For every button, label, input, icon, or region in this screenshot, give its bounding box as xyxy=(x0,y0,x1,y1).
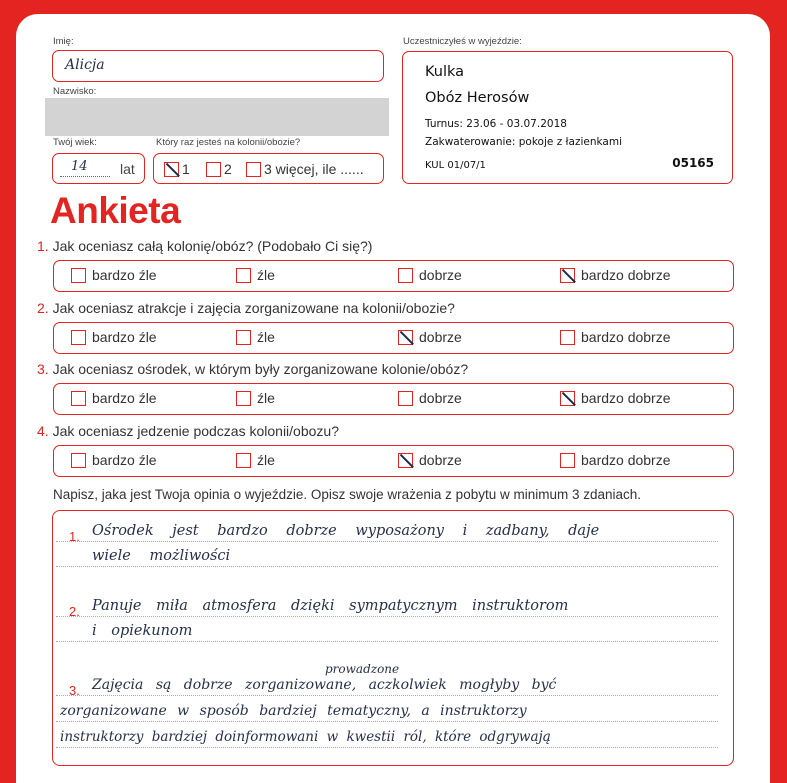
checkbox[interactable] xyxy=(236,268,251,283)
opinion-prompt: Napisz, jaka jest Twoja opinia o wyjeździe. Opisz swoje wrażenia z pobytu w minimum 3 zdaniach. xyxy=(53,487,642,502)
question-4-text: 4. Jak oceniasz jedzenie podczas kolonii/obozu? xyxy=(37,423,339,439)
checkbox[interactable] xyxy=(560,453,575,468)
name-label: Imię: xyxy=(53,36,74,47)
question-4-options xyxy=(53,445,734,477)
checkbox[interactable] xyxy=(560,268,575,283)
trip-camp: Obóz Herosów xyxy=(425,90,530,106)
name-field[interactable] xyxy=(52,50,384,82)
which-time-option-1[interactable]: 1 xyxy=(164,160,190,177)
trip-turnus: Turnus: 23.06 - 03.07.2018 xyxy=(425,118,567,130)
answer-3-number: 3. xyxy=(69,683,80,698)
question-1-option-4[interactable]: bardzo dobrze xyxy=(560,266,671,283)
question-1-options xyxy=(53,260,734,292)
checkbox[interactable] xyxy=(206,162,221,177)
question-3-option-2[interactable]: źle xyxy=(236,389,275,406)
which-time-option-3[interactable]: 3 więcej, ile ...... xyxy=(246,160,364,177)
question-2-option-1[interactable]: bardzo źle xyxy=(71,328,157,345)
checkbox[interactable] xyxy=(398,453,413,468)
answer-3-line-2: zorganizowane w sposób bardziej tematyczny, a instruktorzy xyxy=(60,703,527,719)
checkbox[interactable] xyxy=(71,330,86,345)
checkbox[interactable] xyxy=(398,330,413,345)
age-label: Twój wiek: xyxy=(53,137,97,148)
checkbox[interactable] xyxy=(398,391,413,406)
answer-2-number: 2. xyxy=(69,604,80,619)
checkbox[interactable] xyxy=(71,453,86,468)
checkbox[interactable] xyxy=(164,162,179,177)
answer-1-line-1: Ośrodek jest bardzo dobrze wyposażony i zadbany, daje xyxy=(92,523,600,539)
checkbox[interactable] xyxy=(71,268,86,283)
trip-accommodation: Zakwaterowanie: pokoje z łazienkami xyxy=(425,136,622,148)
question-3-option-4[interactable]: bardzo dobrze xyxy=(560,389,671,406)
question-2-option-2[interactable]: źle xyxy=(236,328,275,345)
name-value: Alicja xyxy=(65,57,105,73)
checkbox[interactable] xyxy=(560,330,575,345)
checkbox[interactable] xyxy=(236,330,251,345)
question-1-text: 1. Jak oceniasz całą kolonię/obóz? (Podobało Ci się?) xyxy=(37,238,373,254)
question-2-text: 2. Jak oceniasz atrakcje i zajęcia zorganizowane na kolonii/obozie? xyxy=(37,300,455,316)
checkbox[interactable] xyxy=(398,268,413,283)
trip-number: 05165 xyxy=(672,156,714,170)
surname-redacted xyxy=(45,98,389,136)
survey-title: Ankieta xyxy=(50,190,181,231)
question-4-option-4[interactable]: bardzo dobrze xyxy=(560,451,671,468)
checkbox[interactable] xyxy=(560,391,575,406)
answer-1-line-2: wiele możliwości xyxy=(92,548,231,564)
answer-3-line-1: Zajęcia są dobrze zorganizowane, aczkolwiek mogłyby być xyxy=(92,677,557,693)
age-unit: lat xyxy=(120,161,135,177)
answer-2-line-1: Panuje miła atmosfera dzięki sympatycznym instruktorom xyxy=(92,598,569,614)
trip-code: KUL 01/07/1 xyxy=(425,160,486,171)
question-2-option-4[interactable]: bardzo dobrze xyxy=(560,328,671,345)
checkbox[interactable] xyxy=(236,391,251,406)
question-2-option-3[interactable]: dobrze xyxy=(398,328,462,345)
answer-3-insertion: prowadzone xyxy=(325,662,400,676)
question-3-text: 3. Jak oceniasz ośrodek, w którym były zorganizowane kolonie/obóz? xyxy=(37,361,469,377)
question-4-option-1[interactable]: bardzo źle xyxy=(71,451,157,468)
question-4-option-2[interactable]: źle xyxy=(236,451,275,468)
answer-3-line-3: instruktorzy bardziej doinformowani w kwestii ról, które odgrywają xyxy=(60,729,551,745)
participated-label: Uczestniczyłeś w wyjeździe: xyxy=(403,36,522,47)
surname-label: Nazwisko: xyxy=(53,86,97,97)
question-3-option-1[interactable]: bardzo źle xyxy=(71,389,157,406)
checkbox[interactable] xyxy=(71,391,86,406)
age-field[interactable] xyxy=(52,153,145,184)
question-1-option-3[interactable]: dobrze xyxy=(398,266,462,283)
which-time-option-2[interactable]: 2 xyxy=(206,160,232,177)
trip-company: Kulka xyxy=(425,64,465,80)
question-1-option-2[interactable]: źle xyxy=(236,266,275,283)
answer-2-line-2: i opiekunom xyxy=(92,623,193,639)
checkbox[interactable] xyxy=(246,162,261,177)
trip-stamp xyxy=(402,51,733,184)
question-3-options xyxy=(53,383,734,415)
which-time-field xyxy=(153,153,384,184)
question-4-option-3[interactable]: dobrze xyxy=(398,451,462,468)
question-3-option-3[interactable]: dobrze xyxy=(398,389,462,406)
age-value: 14 xyxy=(71,159,88,174)
question-2-options xyxy=(53,322,734,354)
question-1-option-1[interactable]: bardzo źle xyxy=(71,266,157,283)
answer-1-number: 1. xyxy=(69,529,80,544)
which-time-label: Który raz jesteś na kolonii/obozie? xyxy=(156,137,301,148)
checkbox[interactable] xyxy=(236,453,251,468)
